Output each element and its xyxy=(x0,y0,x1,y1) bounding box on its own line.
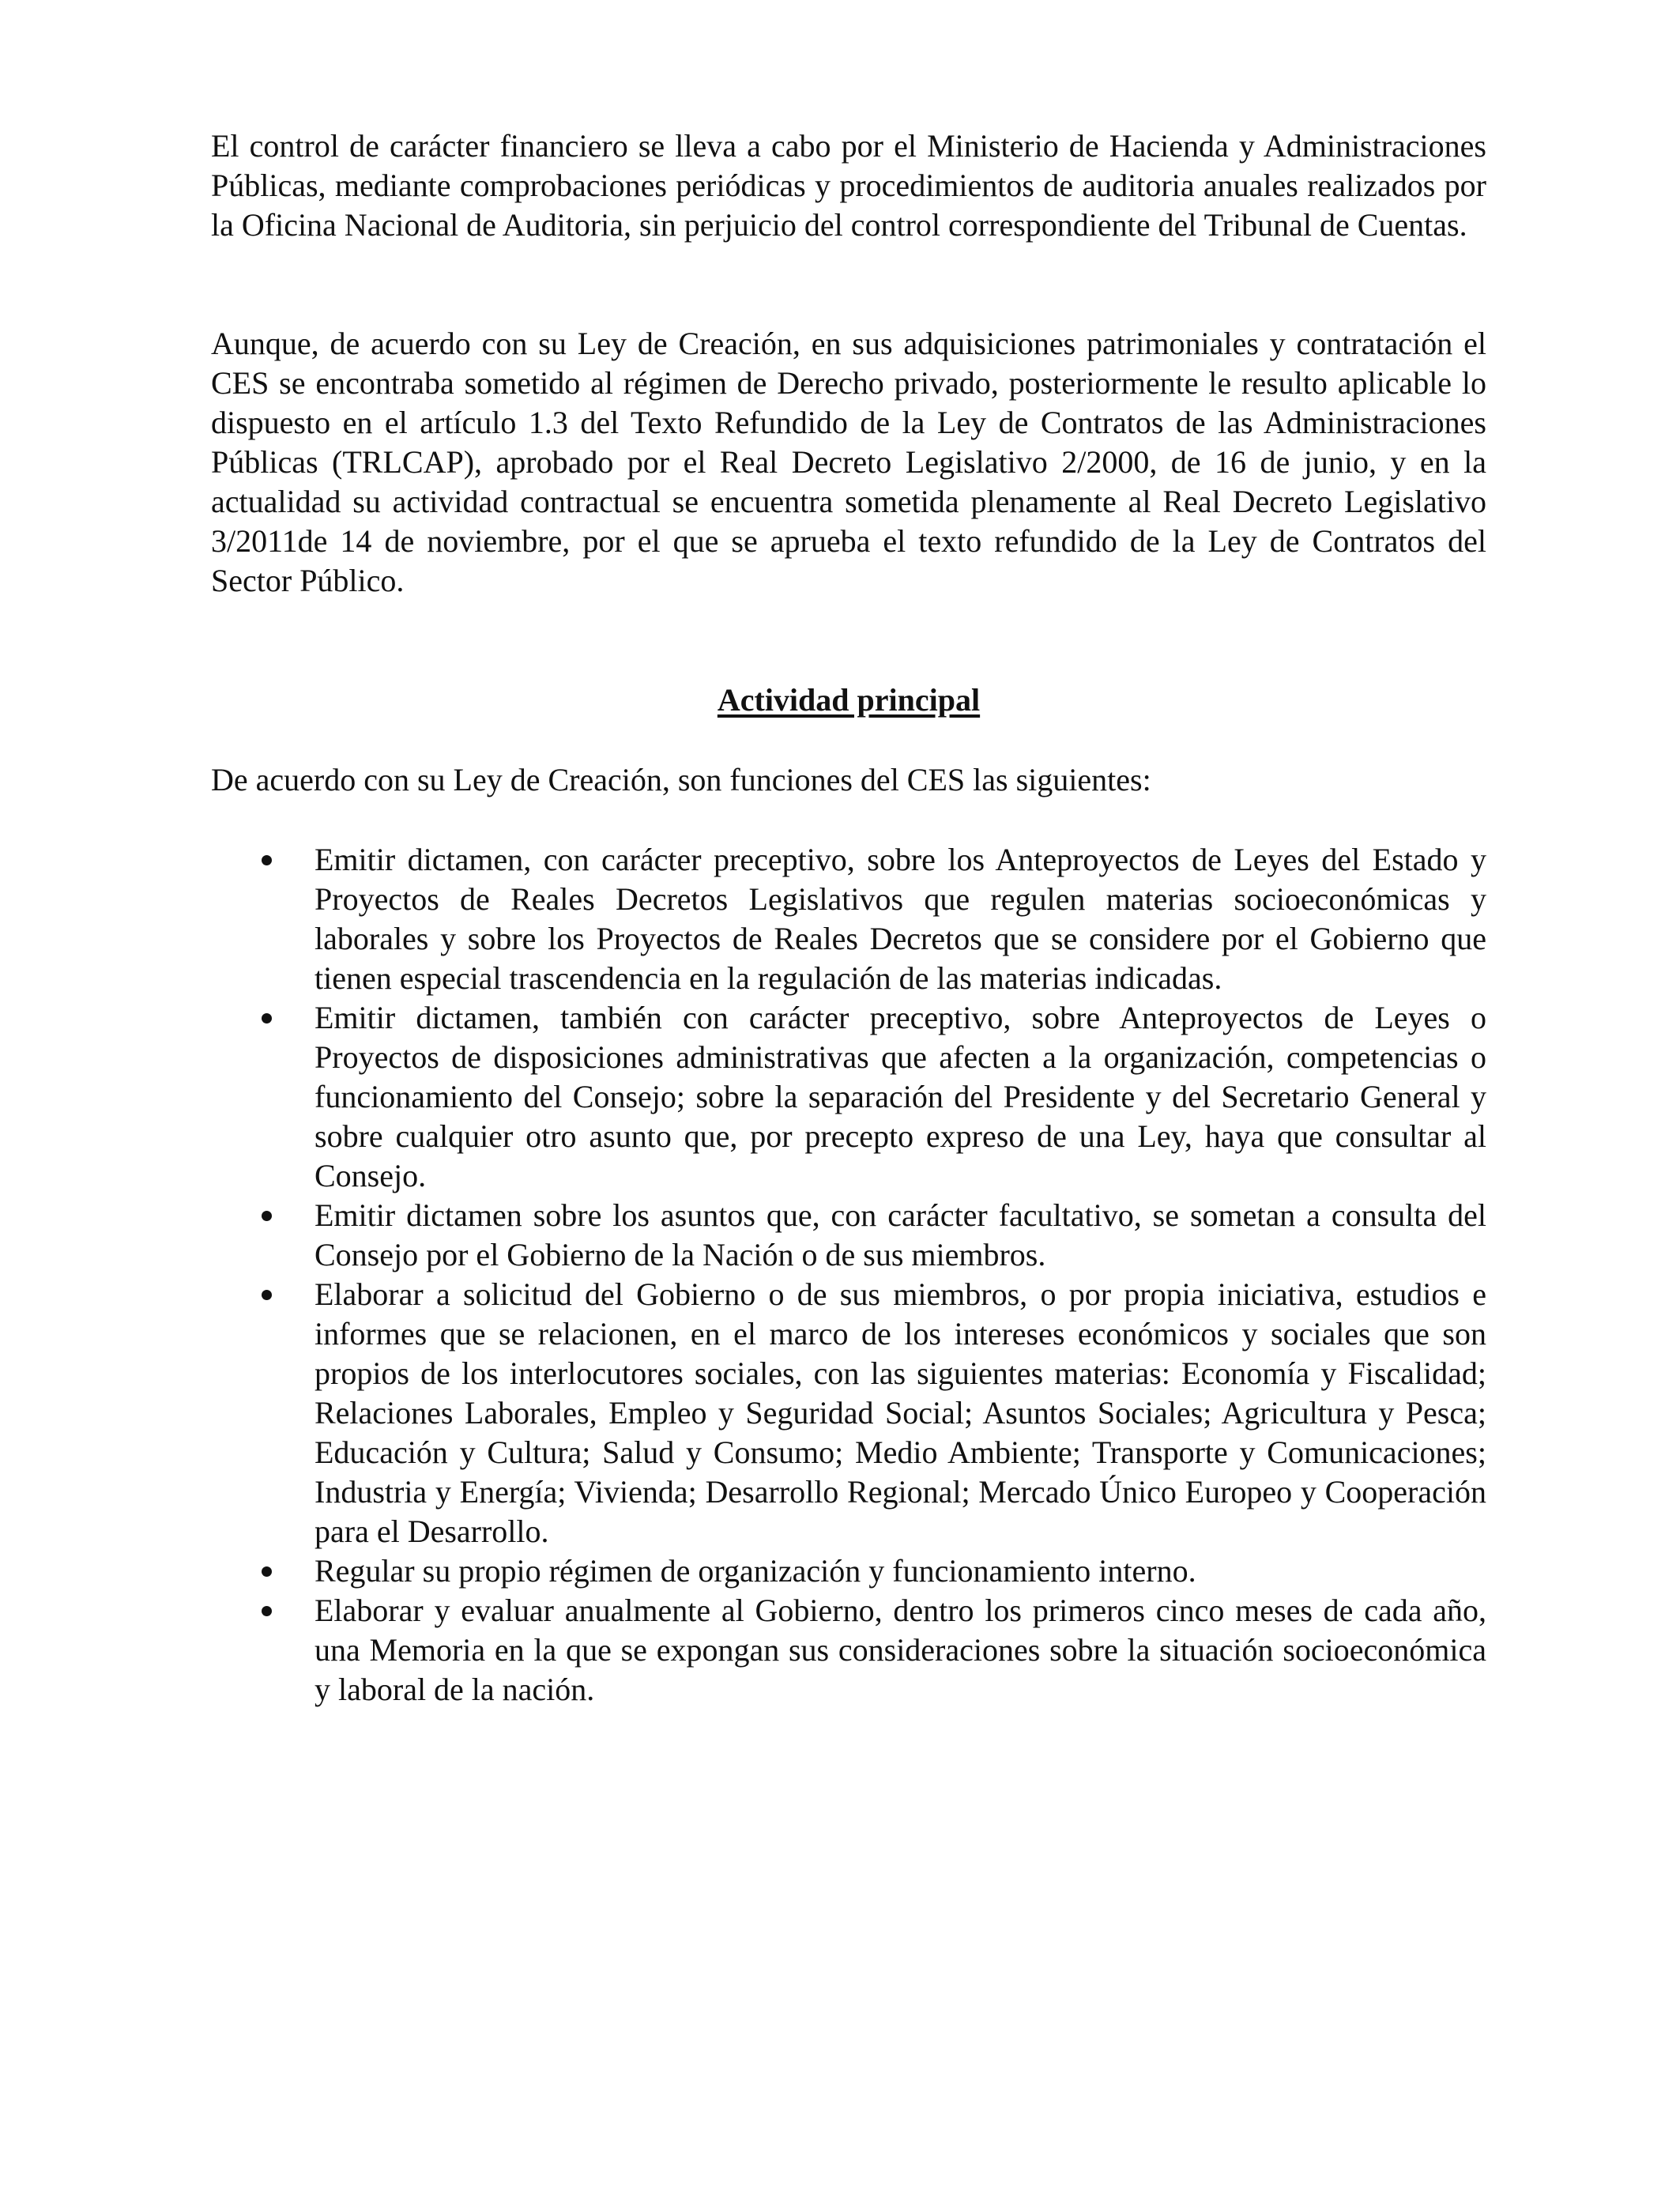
bullet-icon xyxy=(262,1551,285,1591)
bullet-icon xyxy=(262,1275,285,1314)
section-heading: Actividad principal xyxy=(717,682,981,718)
list-item-text: Emitir dictamen sobre los asuntos que, con carácter facultativo, se sometan a consulta del Consejo por el Gobierno de la Nación o de sus miembros. xyxy=(315,1197,1486,1272)
list-item xyxy=(211,1591,1486,1710)
paragraph-financial-control: El control de carácter financiero se lleva a cabo por el Ministerio de Hacienda y Administraciones Públicas, mediante comprobaciones periódicas y procedimientos de auditoria anuales realizados por la Oficina Nacional de Auditoria, sin perjuicio del control correspondiente del Tribunal de Cuentas. xyxy=(211,128,1486,243)
list-item-text: Regular su propio régimen de organización y funcionamiento interno. xyxy=(315,1553,1196,1589)
paragraph-contracting-regime: Aunque, de acuerdo con su Ley de Creación, en sus adquisiciones patrimoniales y contratación el CES se encontraba sometido al régimen de Derecho privado, posteriormente le resulto aplicable lo dispuesto en el artículo 1.3 del Texto Refundido de la Ley de Contratos de las Administraciones Públicas (TRLCAP), aprobado por el Real Decreto Legislativo 2/2000, de 16 de junio, y en la actualidad su actividad contractual se encuentra sometida plenamente al Real Decreto Legislativo 3/2011de 14 de noviembre, por el que se aprueba el texto refundido de la Ley de Contratos del Sector Público. xyxy=(211,326,1486,598)
list-item-text: Elaborar y evaluar anualmente al Gobierno, dentro los primeros cinco meses de cada año, una Memoria en la que se expongan sus consideraciones sobre la situación socioeconómica y laboral de la nación. xyxy=(315,1593,1486,1707)
list-item xyxy=(211,840,1486,998)
list-item-text: Emitir dictamen, también con carácter preceptivo, sobre Anteproyectos de Leyes o Proyectos de disposiciones administrativas que afecten a la organización, competencias o funcionamiento del Consejo; sobre la separación del Presidente y del Secretario General y sobre cualquier otro asunto que, por precepto expreso de una Ley, haya que consultar al Consejo. xyxy=(315,1000,1486,1193)
list-item xyxy=(211,998,1486,1196)
list-item xyxy=(211,1196,1486,1275)
section-intro: De acuerdo con su Ley de Creación, son funciones del CES las siguientes: xyxy=(211,762,1151,797)
bullet-icon xyxy=(262,840,285,880)
bullet-icon xyxy=(262,1591,285,1630)
functions-list xyxy=(211,840,1486,1710)
list-item-text: Emitir dictamen, con carácter preceptivo, sobre los Anteproyectos de Leyes del Estado y Proyectos de Reales Decretos Legislativos que regulen materias socioeconómicas y laborales y sobre los Proyectos de Reales Decretos que se considere por el Gobierno que tienen especial trascendencia en la regulación de las materias indicadas. xyxy=(315,842,1486,996)
bullet-icon xyxy=(262,1196,285,1235)
list-item-text: Elaborar a solicitud del Gobierno o de sus miembros, o por propia iniciativa, estudios e informes que se relacionen, en el marco de los intereses económicos y sociales que son propios de los interlocutores sociales, con las siguientes materias: Economía y Fiscalidad; Relaciones Laborales, Empleo y Seguridad Social; Asuntos Sociales; Agricultura y Pesca; Educación y Cultura; Salud y Consumo; Medio Ambiente; Transporte y Comunicaciones; Industria y Energía; Vivienda; Desarrollo Regional; Mercado Único Europeo y Cooperación para el Desarrollo. xyxy=(315,1276,1486,1549)
list-item xyxy=(211,1275,1486,1551)
list-item xyxy=(211,1551,1486,1591)
bullet-icon xyxy=(262,998,285,1038)
